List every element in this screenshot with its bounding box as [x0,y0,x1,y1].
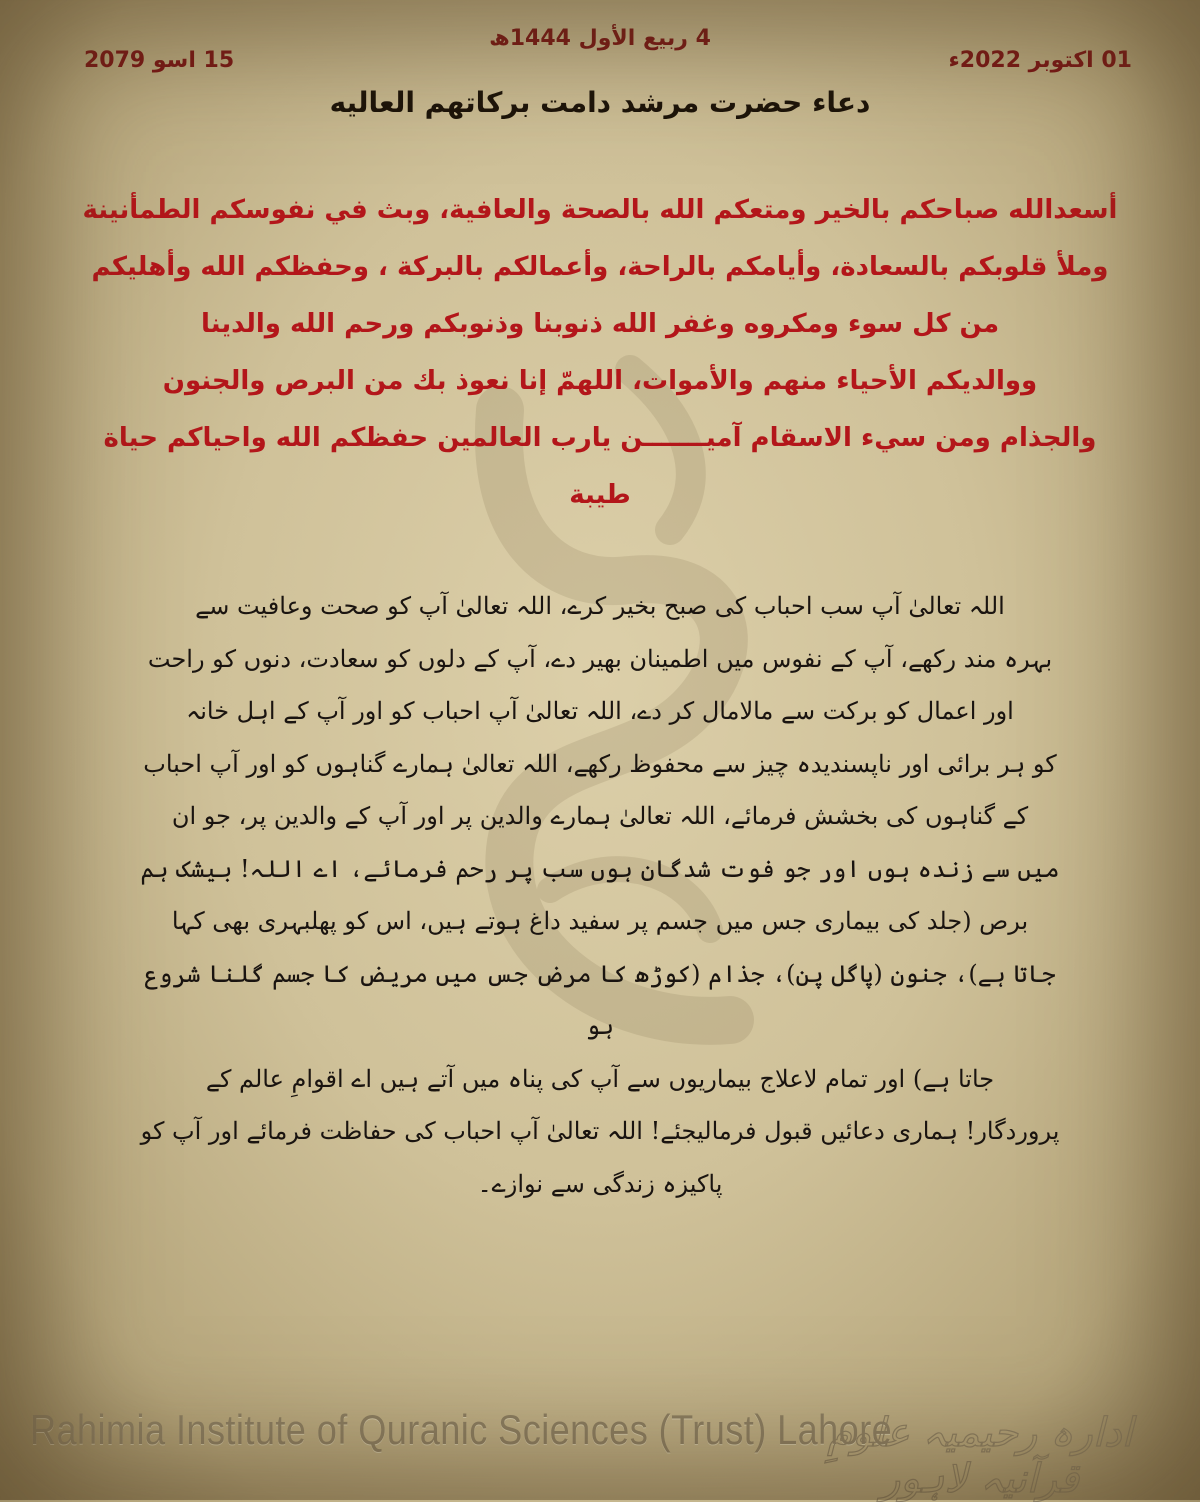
arabic-line: من كل سوء ومكروه وغفر الله ذنوبنا وذنوبكم ورحم الله والدينا [200,309,1000,339]
urdu-line: کے گناہوں کی بخشش فرمائے، اللہ تعالیٰ ہمارے والدین پر اور آپ کے والدین پر، جو ان [171,802,1029,830]
arabic-prayer [70,182,1130,524]
urdu-line: بہرہ مند رکھے، آپ کے نفوس میں اطمینان بھیر دے، آپ کے دلوں کو سعادت، دنوں کو راحت [147,644,1053,673]
hijri-date: 4 ربیع الأول 1444ھ [489,26,711,51]
urdu-translation [130,580,1070,1210]
arabic-line: والجذام ومن سيء الاسقام آميـــــــن يارب العالمين حفظكم الله واحياكم حياة [103,423,1097,453]
arabic-line: أسعدالله صباحكم بالخير ومتعكم الله بالصحة والعافية، وبث في نفوسكم الطمأنينة [82,195,1118,225]
arabic-line: وملأ قلوبكم بالسعادة، وأيامكم بالراحة، وأعمالكم بالبركة ، وحفظكم الله وأهليكم [91,252,1109,282]
gregorian-date: 01 اکتوبر 2022ء [948,48,1132,73]
urdu-line: میں سے زندہ ہوں اور جو فوت شدگان ہوں سب پر رحم فرمائے، اے اللہ! بیشک ہم [140,854,1060,883]
arabic-line: ووالديكم الأحياء منهم والأموات، اللهمّ إنا نعوذ بك من البرص والجنون [162,366,1038,396]
urdu-line: پاکیزہ زندگی سے نوازے۔ [477,1169,723,1198]
page-title: دعاء حضرت مرشد دامت برکاتهم العالیه [329,86,871,119]
urdu-line: پروردگار! ہماری دعائیں قبول فرمالیجئے! اللہ تعالیٰ آپ احباب کی حفاظت فرمائے اور آپ کو [140,1117,1060,1145]
institute-logo-urdu: ادارہ رحیمیہ علومِ قرآنیہ لاہور [827,1410,1133,1502]
institute-name-english: Rahimia Institute of Quranic Sciences (Trust) Lahore [30,1406,893,1453]
urdu-line: برص (جلد کی بیماری جس میں جسم پر سفید داغ ہوتے ہیں، اس کو پھلبہری بھی کہا [171,907,1029,935]
urdu-line: اور اعمال کو برکت سے مالامال کر دے، اللہ تعالیٰ آپ احباب کو اور آپ کے اہل خانہ [186,697,1014,725]
arabic-line: طيبة [569,480,631,510]
urdu-line: کو ہر برائی اور ناپسندیدہ چیز سے محفوظ رکھے، اللہ تعالیٰ ہمارے گناہوں کو اور آپ احباب [143,749,1057,778]
urdu-line: جاتا ہے) اور تمام لاعلاج بیماریوں سے آپ کی پناہ میں آتے ہیں اے اقوامِ عالم کے [205,1064,995,1093]
bikrami-date: 15 اسو 2079 [84,48,235,73]
urdu-line: جاتا ہے)، جنون (پاگل پن)، جذام (کوڑھ کا مرض جس میں مریض کا جسم گلنا شروع ہو [144,959,1056,1040]
urdu-line: اللہ تعالیٰ آپ سب احباب کی صبح بخیر کرے، اللہ تعالیٰ آپ کو صحت وعافیت سے [195,592,1005,620]
